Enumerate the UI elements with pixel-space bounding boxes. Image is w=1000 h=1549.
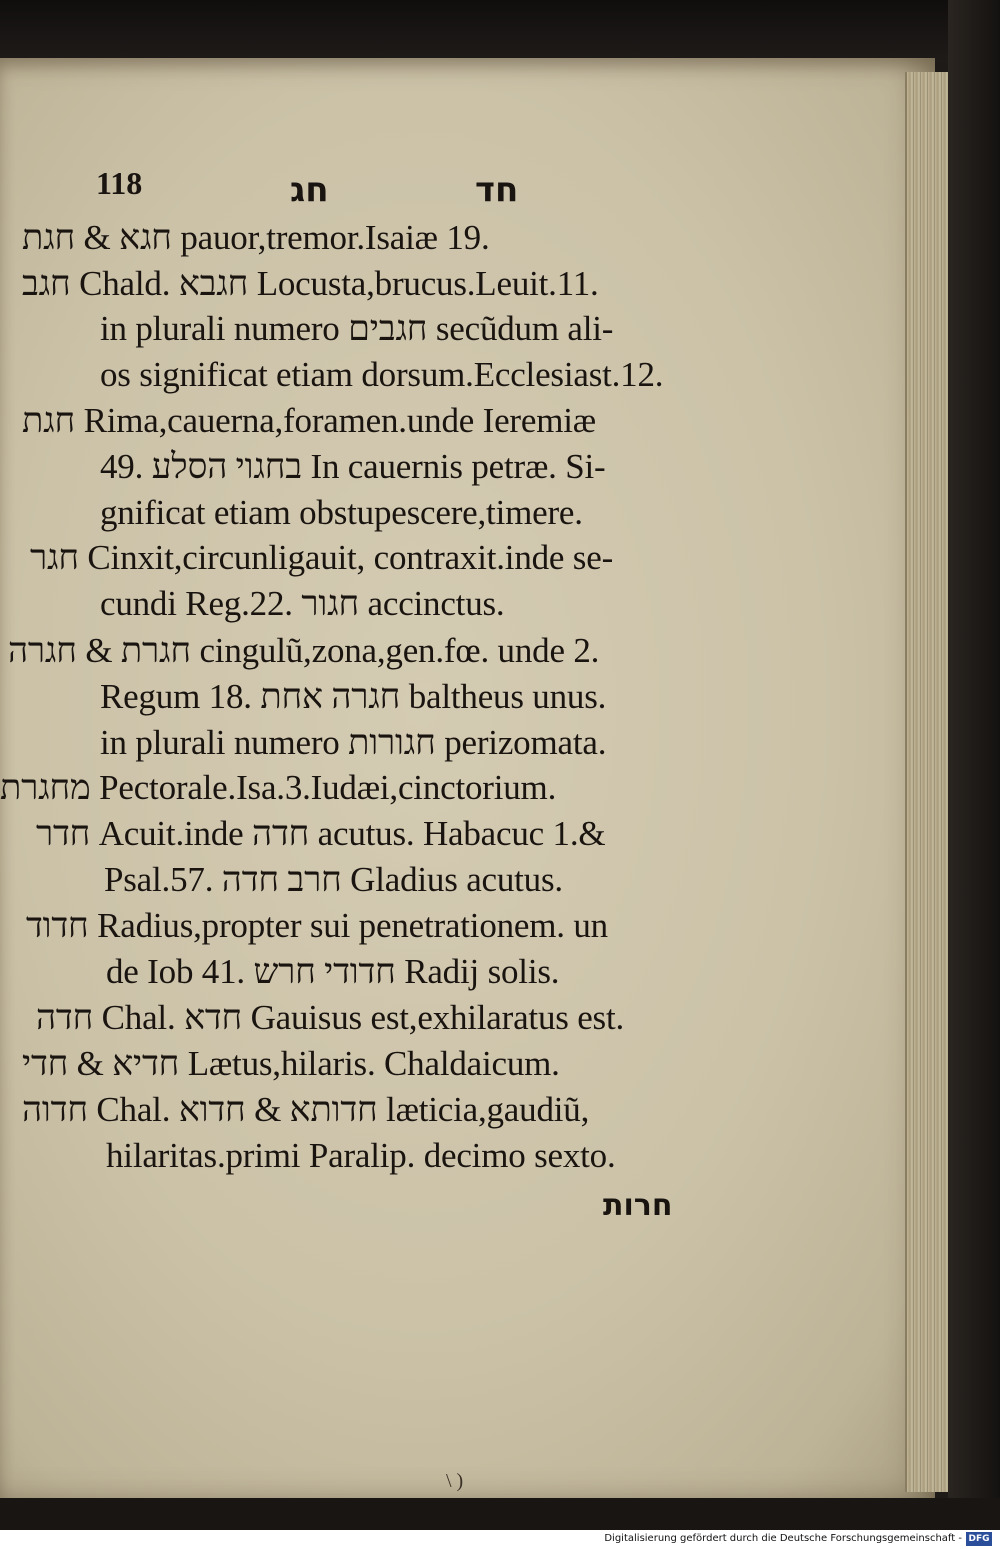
entry-line: חדר Acuit.inde חדה acutus. Habacuc 1.& bbox=[36, 814, 606, 853]
entry-line: חגר Cinxit,circunligauit, contraxit.inde se- bbox=[30, 538, 614, 577]
entry-line: מחגרת Pectorale.Isa.3.Iudæi,cinctorium. bbox=[0, 768, 557, 807]
entry-line: חגרת & חגרה cingulũ,zona,gen.fœ. unde 2. bbox=[8, 631, 600, 670]
entry-line: hilaritas.primi Paralip. decimo sexto. bbox=[106, 1136, 616, 1175]
entry-line: חדיא & חדי Lætus,hilaris. Chaldaicum. bbox=[22, 1044, 560, 1083]
entry-line: Psal.57. חרב חדה Gladius acutus. bbox=[104, 860, 563, 899]
entry-line: חדוה Chal. חדותא & חדוא læticia,gaudiũ, bbox=[22, 1090, 590, 1129]
entry-line: חגת Rima,cauerna,foramen.unde Ieremiæ bbox=[22, 401, 596, 440]
entry-line: חגב Chald. חגבא Locusta,brucus.Leuit.11. bbox=[22, 264, 599, 303]
footer-credit: Digitalisierung gefördert durch die Deutsche Forschungsgemeinschaft - bbox=[604, 1533, 962, 1544]
entry-line: 49. בחגוי הסלע In cauernis petræ. Si- bbox=[100, 447, 606, 486]
entry-line: gnificat etiam obstupescere,timere. bbox=[100, 493, 583, 532]
entry-line: de Iob 41. חדודי חרש Radij solis. bbox=[106, 952, 560, 991]
dfg-logo: DFG bbox=[966, 1532, 992, 1546]
page-number: 118 bbox=[96, 165, 143, 201]
page-edges bbox=[905, 72, 951, 1492]
entry-line: in plurali numero חגבים secũdum ali- bbox=[100, 309, 614, 348]
catchword: חרות bbox=[603, 1188, 673, 1223]
entry-line: os significat etiam dorsum.Ecclesiast.12. bbox=[100, 355, 664, 394]
running-head-right: חד bbox=[475, 170, 519, 210]
entry-line: in plurali numero חגורות perizomata. bbox=[100, 723, 607, 762]
binding-shadow bbox=[948, 0, 1000, 1530]
scan-top-shadow bbox=[0, 0, 1000, 62]
entry-line: חגא & חגת pauor,tremor.Isaiæ 19. bbox=[22, 218, 490, 257]
signature-mark: \ ) bbox=[446, 1470, 464, 1492]
scan-bottom-shadow bbox=[0, 1498, 1000, 1530]
entry-line: חדה Chal. חדא Gauisus est,exhilaratus est. bbox=[36, 998, 625, 1037]
entry-line: cundi Reg.22. חגור accinctus. bbox=[100, 584, 505, 623]
running-head-left: חג bbox=[290, 170, 329, 210]
entry-line: חדוד Radius,propter sui penetrationem. un bbox=[26, 906, 608, 945]
entry-line: Regum 18. חגרה אחת baltheus unus. bbox=[100, 677, 607, 716]
